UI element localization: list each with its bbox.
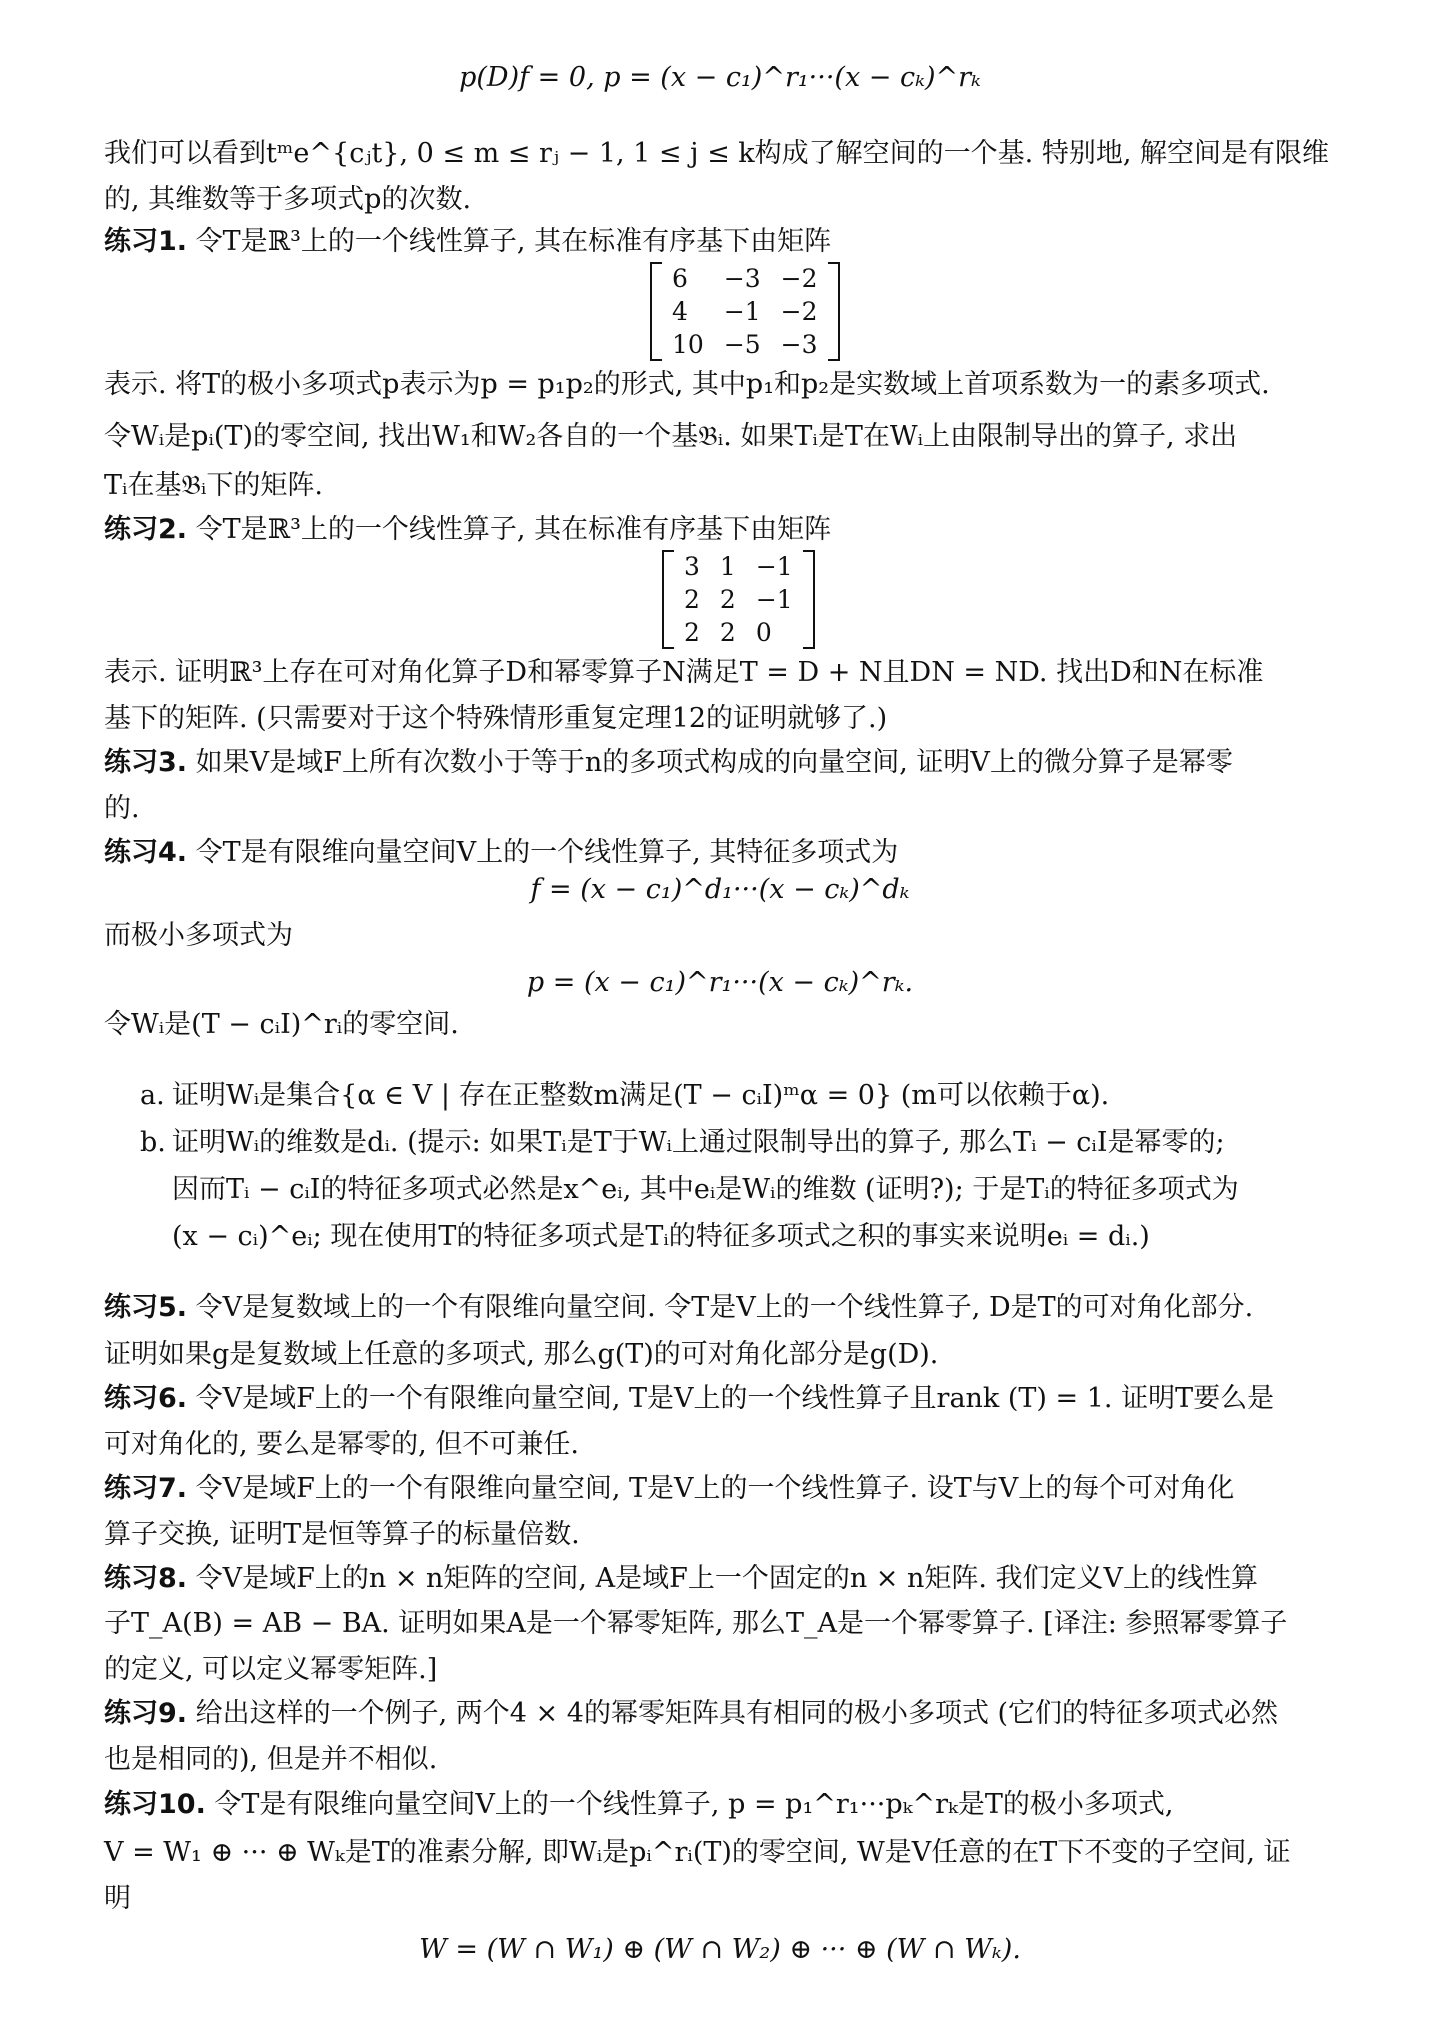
matrix-entry: 0 xyxy=(755,618,772,647)
exercise-text: 令T是有限维向量空间V上的一个线性算子, p = p₁^r₁···pₖ^rₖ是T的极小多项式, xyxy=(205,1789,1174,1820)
text-line: 我们可以看到tᵐe^{cⱼt}, 0 ≤ m ≤ rⱼ − 1, 1 ≤ j ≤ k构成了解空间的一个基. 特别地, 解空间是有限维 xyxy=(104,138,1329,169)
exercise-label: 练习10. xyxy=(104,1789,206,1820)
item-b-line: 证明Wᵢ的维数是dᵢ. (提示: 如果Tᵢ是T于Wᵢ上通过限制导出的算子, 那么Tᵢ − cᵢI是幂零的; xyxy=(172,1127,1225,1158)
exercise-6 xyxy=(104,1379,1274,1419)
text-line: 证明如果g是复数域上任意的多项式, 那么g(T)的可对角化部分是g(D). xyxy=(104,1339,939,1370)
equation-min-poly: p = (x − c₁)^r₁···(x − cₖ)^rₖ. xyxy=(526,967,914,998)
matrix-entry: −5 xyxy=(723,330,761,359)
text-line: 基下的矩阵. (只需要对于这个特殊情形重复定理12的证明就够了.) xyxy=(104,703,888,734)
matrix-entry: 10 xyxy=(672,330,704,359)
text-line: 子T_A(B) = AB − BA. 证明如果A是一个幂零矩阵, 那么T_A是一个幂零算子. [译注: 参照幂零算子 xyxy=(104,1608,1288,1639)
exercise-label: 练习2. xyxy=(104,514,188,545)
exercise-text: 令V是域F上的一个有限维向量空间, T是V上的一个线性算子且rank (T) = 1. 证明T要么是 xyxy=(187,1383,1275,1414)
text-line: V = W₁ ⊕ ··· ⊕ Wₖ是T的准素分解, 即Wᵢ是pᵢ^rᵢ(T)的零空间, W是V任意的在T下不变的子空间, 证 xyxy=(104,1837,1291,1868)
matrix-entry: 2 xyxy=(719,585,736,614)
text-line: 表示. 将T的极小多项式p表示为p = p₁p₂的形式, 其中p₁和p₂是实数域上首项系数为一的素多项式. xyxy=(104,369,1270,400)
text-line: 可对角化的, 要么是幂零的, 但不可兼任. xyxy=(104,1429,579,1460)
matrix-entry: 3 xyxy=(684,552,700,581)
exercise-text: 给出这样的一个例子, 两个4 × 4的幂零矩阵具有相同的极小多项式 (它们的特征多项式必然 xyxy=(187,1698,1279,1729)
text-line: 表示. 证明ℝ³上存在可对角化算子D和幂零算子N满足T = D + N且DN = ND. 找出D和N在标准 xyxy=(104,657,1264,688)
text-line: 也是相同的), 但是并不相似. xyxy=(104,1744,438,1775)
matrix-entry: 4 xyxy=(672,297,688,326)
item-a: 证明Wᵢ是集合{α ∈ V | 存在正整数m满足(T − cᵢI)ᵐα = 0} (m可以依赖于α). xyxy=(172,1080,1110,1111)
exercise-text: 令V是复数域上的一个有限维向量空间. 令T是V上的一个线性算子, D是T的可对角化部分. xyxy=(187,1292,1254,1323)
item-b-line: (x − cᵢ)^eᵢ; 现在使用T的特征多项式是Tᵢ的特征多项式之积的事实来说明eᵢ = dᵢ.) xyxy=(172,1221,1150,1252)
matrix-entry: 2 xyxy=(719,618,736,647)
exercise-label: 练习1. xyxy=(104,226,188,257)
text-line: 令Wᵢ是(T − cᵢI)^rᵢ的零空间. xyxy=(104,1009,459,1040)
exercise-label: 练习6. xyxy=(104,1383,188,1414)
exercise-label: 练习4. xyxy=(104,837,188,868)
item-b-line: 因而Tᵢ − cᵢI的特征多项式必然是x^eᵢ, 其中eᵢ是Wᵢ的维数 (证明?); 于是Tᵢ的特征多项式为 xyxy=(172,1174,1239,1205)
text-line: 而极小多项式为 xyxy=(104,920,293,951)
text-line: 的, 其维数等于多项式p的次数. xyxy=(104,184,472,215)
matrix-entry: 2 xyxy=(684,585,700,614)
matrix-2 xyxy=(662,550,815,649)
exercise-2 xyxy=(104,510,831,550)
matrix-1 xyxy=(650,262,840,361)
matrix-entry: 1 xyxy=(719,552,736,581)
matrix-entry: −1 xyxy=(755,552,793,581)
exercise-text: 令T是ℝ³上的一个线性算子, 其在标准有序基下由矩阵 xyxy=(187,514,832,545)
matrix-entry: 6 xyxy=(672,264,688,293)
text-line: 的定义, 可以定义幂零矩阵.] xyxy=(104,1654,438,1685)
equation-direct-sum: W = (W ∩ W₁) ⊕ (W ∩ W₂) ⊕ ··· ⊕ (W ∩ Wₖ). xyxy=(419,1934,1021,1965)
matrix-entry: −3 xyxy=(780,330,818,359)
exercise-5 xyxy=(104,1288,1253,1328)
text-line: 明 xyxy=(104,1883,131,1914)
text-line: 的. xyxy=(104,793,140,824)
matrix-entry: −2 xyxy=(780,297,818,326)
text-line: 令Wᵢ是pᵢ(T)的零空间, 找出W₁和W₂各自的一个基𝔅ᵢ. 如果Tᵢ是T在Wᵢ上由限制导出的算子, 求出 xyxy=(104,421,1238,452)
exercise-text: 令V是域F上的n × n矩阵的空间, A是域F上一个固定的n × n矩阵. 我们定义V上的线性算 xyxy=(187,1563,1259,1594)
exercise-text: 如果V是域F上所有次数小于等于n的多项式构成的向量空间, 证明V上的微分算子是幂零 xyxy=(187,747,1233,778)
matrix-entry: −2 xyxy=(780,264,818,293)
matrix-entry: −3 xyxy=(723,264,761,293)
exercise-7 xyxy=(104,1469,1234,1509)
equation-pdf: p(D)f = 0, p = (x − c₁)^r₁···(x − cₖ)^rₖ xyxy=(459,62,981,93)
exercise-3 xyxy=(104,743,1233,783)
exercise-8 xyxy=(104,1559,1258,1599)
equation-char-poly: f = (x − c₁)^d₁···(x − cₖ)^dₖ xyxy=(530,874,910,905)
text-line: 算子交换, 证明T是恒等算子的标量倍数. xyxy=(104,1519,580,1550)
item-label-a: a. xyxy=(140,1080,165,1111)
text-line: Tᵢ在基𝔅ᵢ下的矩阵. xyxy=(104,470,323,501)
item-label-b: b. xyxy=(140,1127,166,1158)
exercise-9 xyxy=(104,1694,1278,1734)
exercise-10 xyxy=(104,1785,1173,1825)
exercise-text: 令V是域F上的一个有限维向量空间, T是V上的一个线性算子. 设T与V上的每个可对角化 xyxy=(187,1473,1235,1504)
exercise-label: 练习5. xyxy=(104,1292,188,1323)
exercise-4 xyxy=(104,833,898,873)
exercise-label: 练习3. xyxy=(104,747,188,778)
matrix-entry: −1 xyxy=(755,585,793,614)
exercise-text: 令T是有限维向量空间V上的一个线性算子, 其特征多项式为 xyxy=(187,837,899,868)
exercise-label: 练习7. xyxy=(104,1473,188,1504)
exercise-text: 令T是ℝ³上的一个线性算子, 其在标准有序基下由矩阵 xyxy=(187,226,832,257)
exercise-label: 练习8. xyxy=(104,1563,188,1594)
matrix-entry: −1 xyxy=(723,297,761,326)
exercise-1 xyxy=(104,222,831,262)
exercise-label: 练习9. xyxy=(104,1698,188,1729)
matrix-entry: 2 xyxy=(684,618,700,647)
